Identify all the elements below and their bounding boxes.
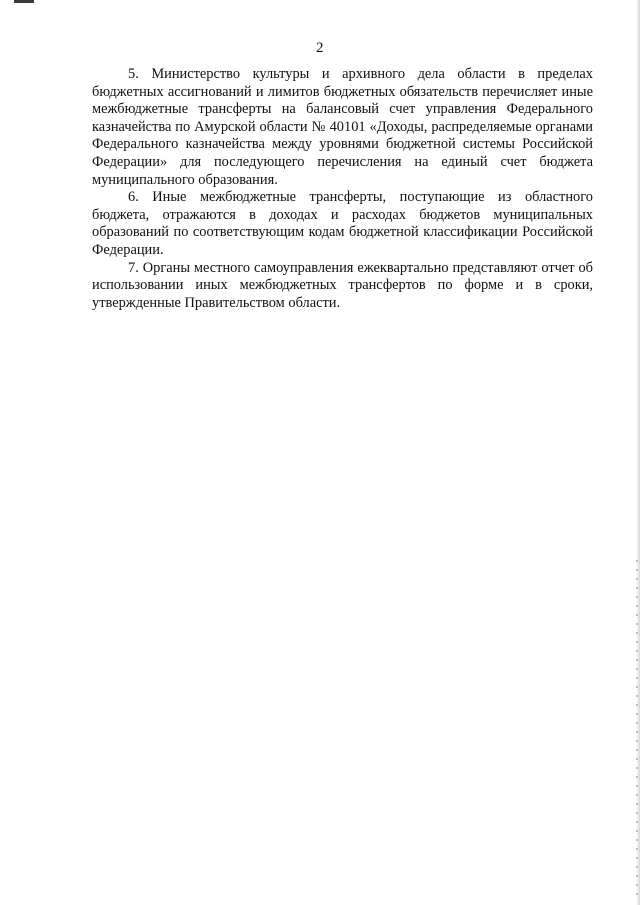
page-number: 2 [316,40,324,56]
paragraph-6: 6. Иные межбюджетные трансферты, поступающие из областного бюджета, отражаются в доходах и расходах бюджетов муниципальных образований по соответствующим кодам бюджетной классификации Российской Федерации. [92,189,593,258]
document-body [92,66,593,312]
scan-edge-noise [636,560,638,900]
scan-artifact-top [14,0,34,3]
paragraph-5: 5. Министерство культуры и архивного дела области в пределах бюджетных ассигнований и лимитов бюджетных обязательств перечисляет иные межбюджетные трансферты на балансовый счет управления Федерального казначейства по Амурской области № 40101 «Доходы, распределяемые органами Федерального казначейства между уровнями бюджетной системы Российской Федерации» для последующего перечисления на единый счет бюджета муниципального образования. [92,66,593,188]
paragraph-7: 7. Органы местного самоуправления ежеквартально представляют отчет об использовании иных межбюджетных трансфертов по форме и в сроки, утвержденные Правительством области. [92,259,593,311]
